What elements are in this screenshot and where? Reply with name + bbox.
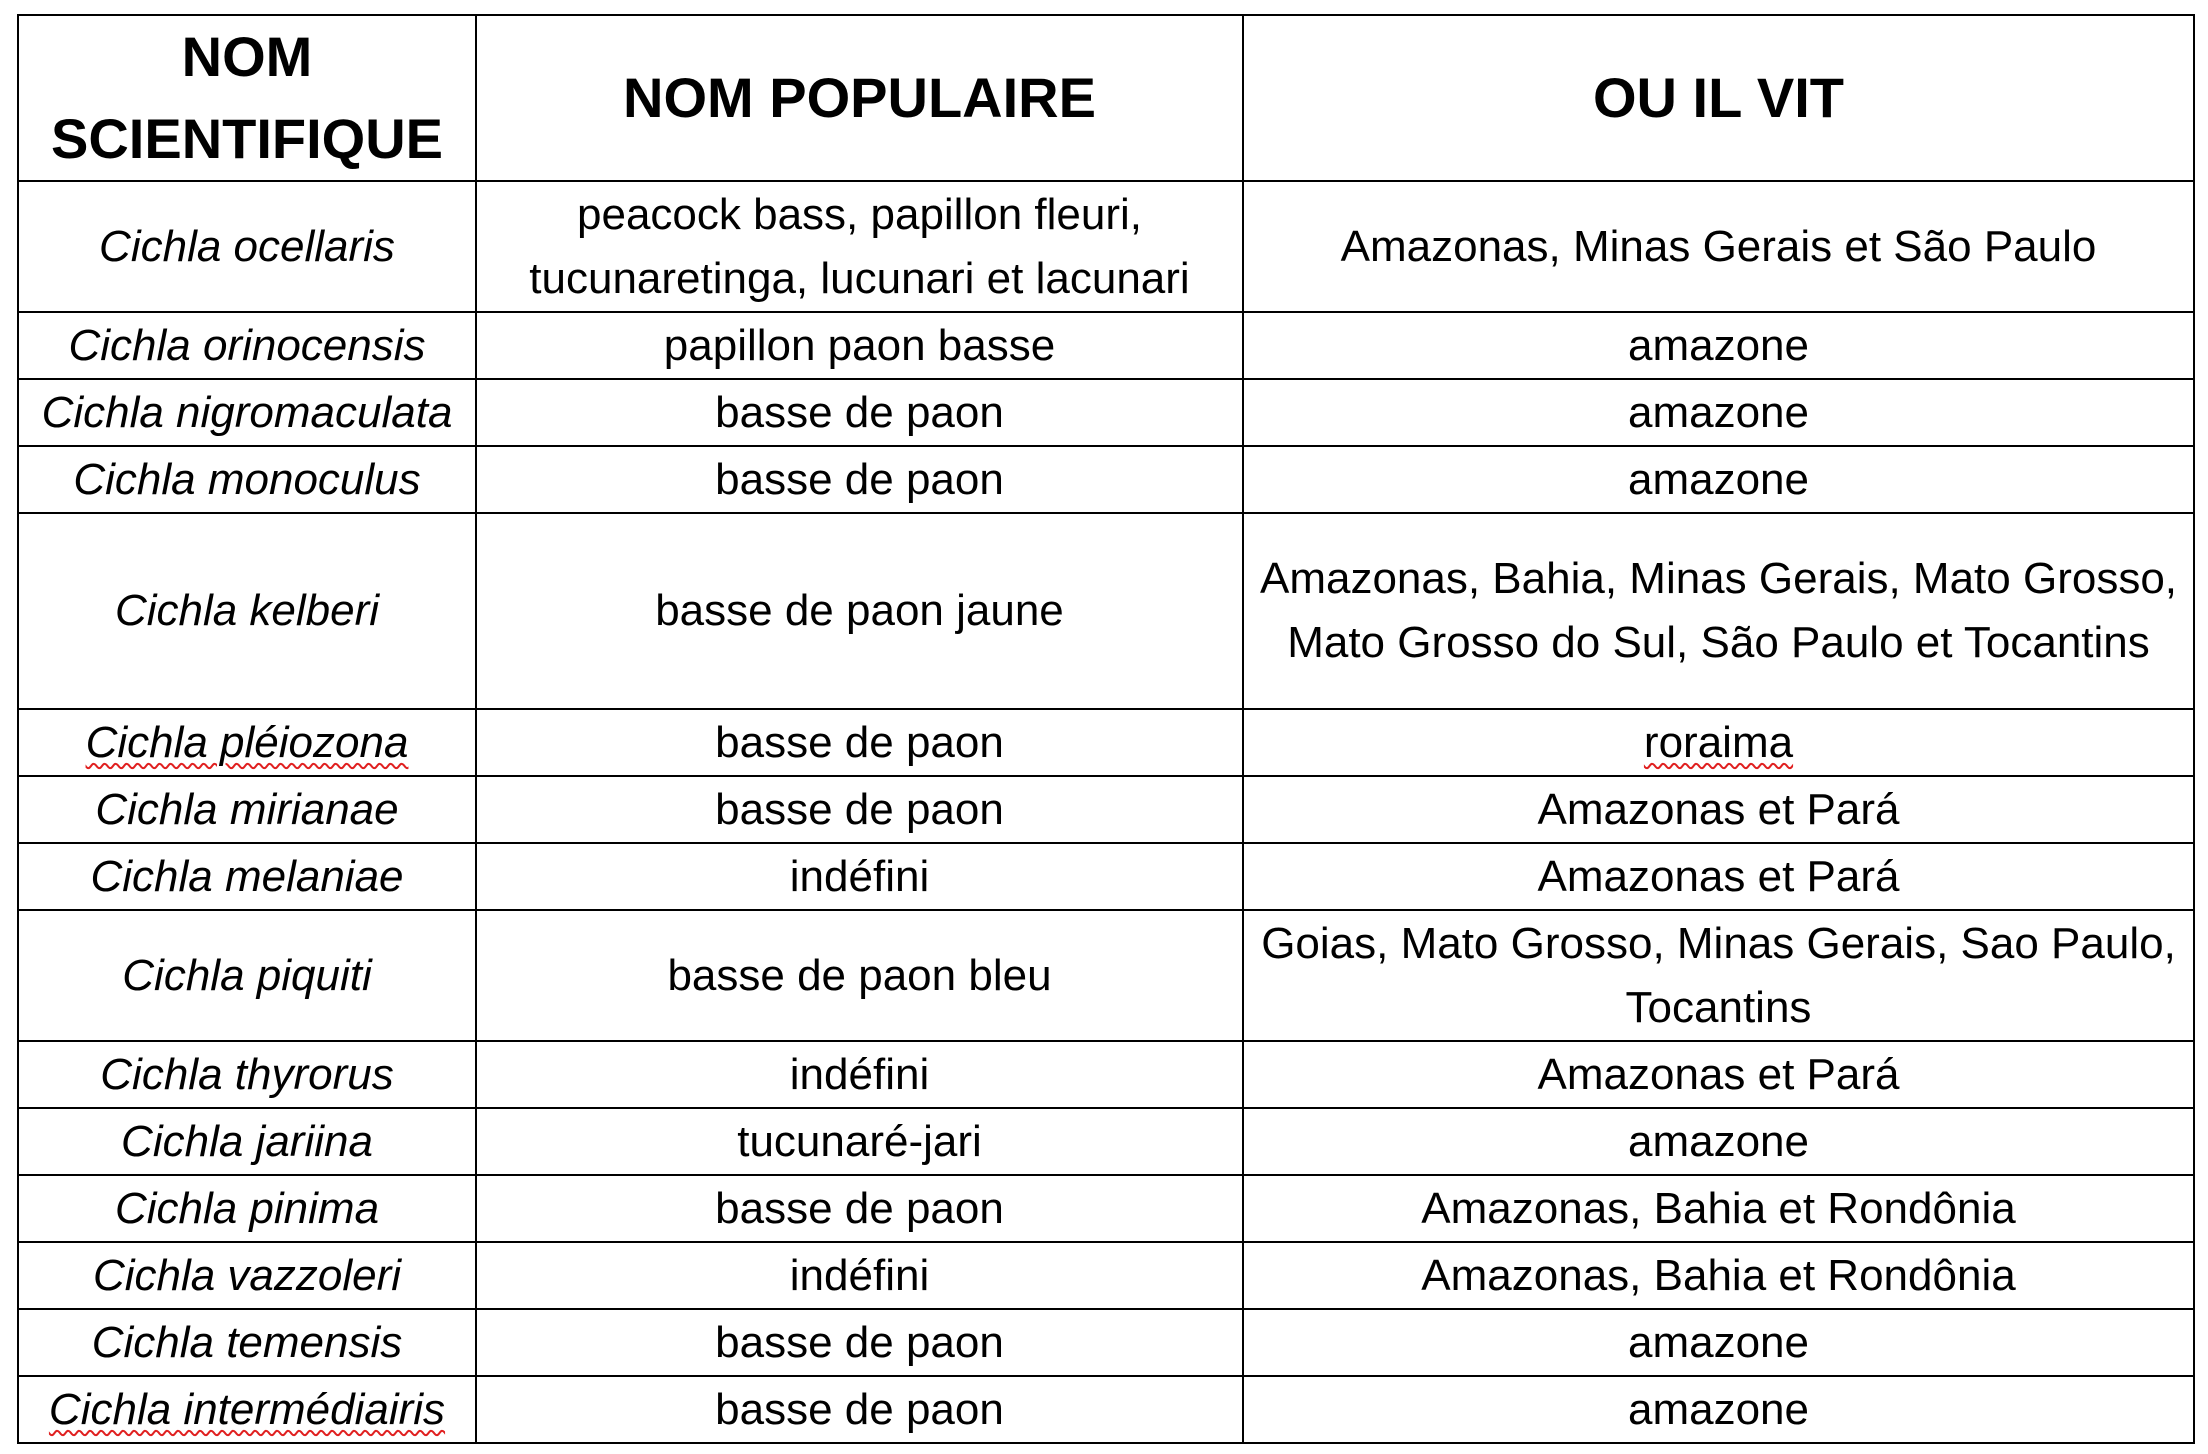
habitat-cell <box>1243 1376 2194 1443</box>
table-row <box>18 446 2194 513</box>
scientific-name-cell <box>18 709 476 776</box>
popular-name-cell <box>476 1376 1243 1443</box>
popular-name-cell <box>476 1175 1243 1242</box>
popular-name-text: basse de paon <box>715 1183 1004 1233</box>
popular-name-text: basse de paon <box>715 784 1004 834</box>
scientific-name-cell <box>18 513 476 709</box>
header-popular-name: NOM POPULAIRE <box>476 15 1243 181</box>
habitat-text: Amazonas, Bahia et Rondônia <box>1421 1250 2016 1300</box>
table-row <box>18 709 2194 776</box>
habitat-text: Amazonas et Pará <box>1537 1049 1900 1099</box>
habitat-cell <box>1243 1175 2194 1242</box>
scientific-name-cell <box>18 446 476 513</box>
popular-name-cell <box>476 1041 1243 1108</box>
scientific-name-text: Cichla nigromaculata <box>41 387 453 437</box>
scientific-name-text: Cichla pléiozona <box>85 717 409 767</box>
popular-name-cell <box>476 379 1243 446</box>
table-row <box>18 312 2194 379</box>
header-row <box>18 15 2194 181</box>
scientific-name-text: Cichla ocellaris <box>99 221 395 271</box>
scientific-name-cell <box>18 1041 476 1108</box>
popular-name-cell <box>476 513 1243 709</box>
table-row <box>18 379 2194 446</box>
popular-name-text: tucunaré-jari <box>737 1116 982 1166</box>
scientific-name-cell <box>18 910 476 1041</box>
habitat-text: Amazonas, Minas Gerais et São Paulo <box>1340 221 2097 271</box>
scientific-name-text: Cichla kelberi <box>114 586 380 635</box>
popular-name-text: basse de paon jaune <box>655 586 1064 635</box>
habitat-text: Amazonas et Pará <box>1537 851 1900 901</box>
popular-name-cell <box>476 910 1243 1041</box>
popular-name-text: papillon paon basse <box>663 320 1056 370</box>
header-scientific-name: NOM SCIENTIFIQUE <box>18 15 476 181</box>
scientific-name-cell <box>18 379 476 446</box>
scientific-name-text: Cichla thyrorus <box>100 1049 394 1099</box>
scientific-name-cell <box>18 1108 476 1175</box>
habitat-cell <box>1243 910 2194 1041</box>
habitat-cell <box>1243 181 2194 312</box>
scientific-name-cell <box>18 1242 476 1309</box>
table-row <box>18 1309 2194 1376</box>
popular-name-cell <box>476 709 1243 776</box>
scientific-name-text: Cichla monoculus <box>73 454 421 504</box>
popular-name-cell <box>476 181 1243 312</box>
popular-name-cell <box>476 843 1243 910</box>
habitat-text: Amazonas, Bahia, Minas Gerais, Mato Grosso, Mato Grosso do Sul, São Paulo et Tocantins <box>1259 554 2178 667</box>
table-row <box>18 1108 2194 1175</box>
scientific-name-text: Cichla orinocensis <box>68 320 426 370</box>
habitat-text: amazone <box>1627 1384 1809 1434</box>
habitat-text: Goias, Mato Grosso, Minas Gerais, Sao Paulo, Tocantins <box>1261 918 2176 1032</box>
popular-name-text: basse de paon <box>715 1384 1004 1434</box>
scientific-name-cell <box>18 181 476 312</box>
popular-name-cell <box>476 312 1243 379</box>
table-row <box>18 843 2194 910</box>
popular-name-text: peacock bass, papillon fleuri, tucunaretinga, lucunari et lacunari <box>529 189 1190 303</box>
scientific-name-cell <box>18 1175 476 1242</box>
habitat-text: Amazonas, Bahia et Rondônia <box>1421 1183 2016 1233</box>
header-habitat: OU IL VIT <box>1243 15 2194 181</box>
popular-name-text: basse de paon <box>715 1317 1004 1367</box>
habitat-cell <box>1243 776 2194 843</box>
scientific-name-text: Cichla melaniae <box>90 851 404 901</box>
scientific-name-text: Cichla intermédiairis <box>48 1384 446 1434</box>
scientific-name-text: Cichla mirianae <box>95 784 399 834</box>
scientific-name-cell <box>18 843 476 910</box>
habitat-text: amazone <box>1627 320 1809 370</box>
table-row <box>18 181 2194 312</box>
popular-name-text: basse de paon bleu <box>667 950 1052 1000</box>
scientific-name-text: Cichla piquiti <box>122 950 372 1000</box>
scientific-name-cell <box>18 1309 476 1376</box>
scientific-name-text: Cichla vazzoleri <box>92 1250 402 1300</box>
popular-name-cell <box>476 1108 1243 1175</box>
habitat-cell <box>1243 1041 2194 1108</box>
popular-name-text: basse de paon <box>715 387 1004 437</box>
popular-name-text: basse de paon <box>715 717 1004 767</box>
scientific-name-cell <box>18 776 476 843</box>
popular-name-cell <box>476 1309 1243 1376</box>
habitat-cell <box>1243 709 2194 776</box>
habitat-cell <box>1243 312 2194 379</box>
habitat-cell <box>1243 1242 2194 1309</box>
table-row <box>18 513 2194 709</box>
popular-name-cell <box>476 1242 1243 1309</box>
scientific-name-text: Cichla jariina <box>121 1116 373 1166</box>
species-table <box>17 14 2195 1444</box>
habitat-cell <box>1243 1309 2194 1376</box>
scientific-name-text: Cichla pinima <box>114 1183 380 1233</box>
popular-name-text: indéfini <box>789 1049 930 1099</box>
scientific-name-cell <box>18 312 476 379</box>
popular-name-text: indéfini <box>789 1250 930 1300</box>
table-row <box>18 1041 2194 1108</box>
table-row <box>18 1242 2194 1309</box>
popular-name-text: basse de paon <box>715 454 1004 504</box>
habitat-cell <box>1243 379 2194 446</box>
popular-name-cell <box>476 776 1243 843</box>
habitat-cell <box>1243 1108 2194 1175</box>
habitat-text: Amazonas et Pará <box>1537 784 1900 834</box>
habitat-text: amazone <box>1627 387 1809 437</box>
habitat-text: amazone <box>1627 1116 1809 1166</box>
table-row <box>18 776 2194 843</box>
scientific-name-text: Cichla temensis <box>91 1317 403 1367</box>
table-row <box>18 1175 2194 1242</box>
scientific-name-cell <box>18 1376 476 1443</box>
habitat-cell <box>1243 446 2194 513</box>
popular-name-cell <box>476 446 1243 513</box>
habitat-text: amazone <box>1627 1317 1809 1367</box>
habitat-text: amazone <box>1627 454 1809 504</box>
habitat-cell <box>1243 513 2194 709</box>
table-row <box>18 1376 2194 1443</box>
habitat-text: roraima <box>1643 717 1794 767</box>
habitat-cell <box>1243 843 2194 910</box>
popular-name-text: indéfini <box>789 851 930 901</box>
table-row <box>18 910 2194 1041</box>
